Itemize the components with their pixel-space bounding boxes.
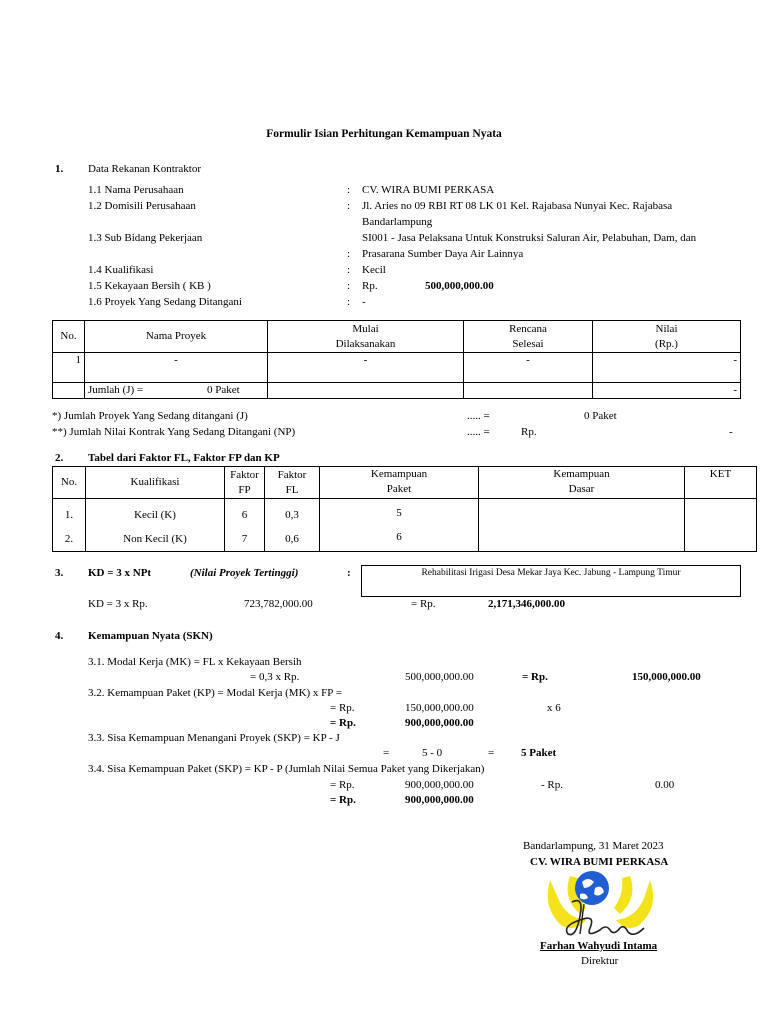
line-3-3: 3.3. Sisa Kemampuan Menangani Proyek (SKP) = KP - J [88, 732, 340, 744]
table-header-row [53, 467, 757, 499]
header-faktor-fl: Faktor FL [265, 467, 320, 499]
section-3-number: 3. [55, 567, 64, 579]
field-label-kualifikasi: 1.4 Kualifikasi [88, 264, 154, 276]
seal-inner-right [614, 876, 632, 914]
jumlah-label: Jumlah (J) = [88, 384, 144, 396]
header-nilai: Nilai (Rp.) [593, 321, 741, 353]
colon: : [347, 200, 351, 212]
company-seal-and-signature [540, 868, 670, 948]
company-name: CV. WIRA BUMI PERKASA [530, 856, 669, 868]
kd-calc-label: KD = 3 x Rp. [88, 598, 148, 610]
signer-position: Direktur [581, 955, 619, 967]
field-label-kekayaan: 1.5 Kekayaan Bersih ( KB ) [88, 280, 211, 292]
note-2-label: **) Jumlah Nilai Kontrak Yang Sedang Ditangani (NP) [52, 426, 296, 438]
colon: : [347, 264, 351, 276]
colon: : [347, 296, 351, 308]
header-no: No. [53, 467, 86, 499]
header-rencana: Rencana Selesai [464, 321, 593, 353]
field-value-subbidang-2: Prasarana Sumber Daya Air Lainnya [362, 248, 524, 260]
note-2-rp: Rp. [521, 426, 537, 438]
field-value-kekayaan: 500,000,000.00 [425, 280, 494, 292]
cell-kp: 5 6 [320, 499, 479, 552]
line-3-1-value: 500,000,000.00 [405, 671, 474, 683]
line-3-4-rp-total: = Rp. [330, 794, 356, 806]
cell-nilai: - [593, 353, 741, 383]
field-label-proyek: 1.6 Proyek Yang Sedang Ditangani [88, 296, 242, 308]
note-1-value: 0 Paket [584, 410, 617, 422]
colon: : [347, 280, 351, 292]
field-rp: Rp. [362, 280, 378, 292]
line-3-2-times: x 6 [547, 702, 561, 714]
sisa-kemampuan-paket-result: 900,000,000.00 [405, 794, 474, 806]
line-3-1-eq: = Rp. [522, 671, 548, 683]
document-title: Formulir Isian Perhitungan Kemampuan Nyata [266, 128, 502, 140]
header-kualifikasi: Kualifikasi [86, 467, 225, 499]
section-2-number: 2. [55, 452, 64, 464]
faktor-table [52, 466, 757, 552]
header-faktor-fp: Faktor FP [225, 467, 265, 499]
cell-fp: 6 7 [225, 499, 265, 552]
field-value-proyek: - [362, 296, 366, 308]
line-3-4-paket-value: 0.00 [655, 779, 675, 791]
table-row [53, 353, 741, 383]
line-3-4: 3.4. Sisa Kemampuan Paket (SKP) = KP - P (Jumlah Nilai Semua Paket yang Dikerjakan) [88, 763, 485, 775]
header-no: No. [53, 321, 85, 353]
cell-empty [268, 383, 464, 399]
kd-result: 2,171,346,000.00 [488, 598, 565, 610]
line-3-1-formula: = 0,3 x Rp. [250, 671, 300, 683]
line-3-3-eq: = [383, 747, 390, 759]
cell-jumlah-nilai: - [593, 383, 741, 399]
kd-calc-value: 723,782,000.00 [244, 598, 313, 610]
field-value-subbidang-1: SI001 - Jasa Pelaksana Untuk Konstruksi Saluran Air, Pelabuhan, Dam, dan [362, 232, 697, 244]
header-mulai: Mulai Dilaksanakan [268, 321, 464, 353]
skp-result: 5 Paket [521, 747, 557, 759]
cell-mulai: - [268, 353, 464, 383]
note-2-value: - [729, 426, 733, 438]
colon: : [347, 184, 351, 196]
note-1-dots: ..... = [467, 410, 490, 422]
field-value-nama: CV. WIRA BUMI PERKASA [362, 184, 495, 196]
cell-kd [479, 499, 685, 552]
field-label-subbidang: 1.3 Sub Bidang Pekerjaan [88, 232, 203, 244]
table-header-row [53, 321, 741, 353]
line-3-4-minus: - Rp. [541, 779, 563, 791]
field-label-nama: 1.1 Nama Perusahaan [88, 184, 184, 196]
line-3-2-rp-total: = Rp. [330, 717, 356, 729]
note-1-label: *) Jumlah Proyek Yang Sedang ditangani (J) [52, 410, 248, 422]
seal-globe [575, 871, 609, 905]
header-nama-proyek: Nama Proyek [85, 321, 268, 353]
modal-kerja-result: 150,000,000.00 [632, 671, 701, 683]
section-1-number: 1. [55, 163, 64, 175]
cell-kualifikasi: Kecil (K) Non Kecil (K) [86, 499, 225, 552]
section-4-heading: Kemampuan Nyata (SKN) [88, 630, 213, 642]
place-date: Bandarlampung, 31 Maret 2023 [523, 840, 664, 852]
table-row [53, 499, 757, 552]
cell-empty [53, 383, 85, 399]
section-4-number: 4. [55, 630, 64, 642]
colon: : [347, 248, 351, 260]
field-label-domisili: 1.2 Domisili Perusahaan [88, 200, 196, 212]
cell-no: 1. 2. [53, 499, 86, 552]
jumlah-value: 0 Paket [207, 384, 240, 396]
note-2-dots: ..... = [467, 426, 490, 438]
line-3-3-eq2: = [488, 747, 495, 759]
line-3-2-value: 150,000,000.00 [405, 702, 474, 714]
kd-formula-note: (Nilai Proyek Tertinggi) [190, 567, 299, 579]
line-3-2-rp: = Rp. [330, 702, 355, 714]
kd-formula: KD = 3 x NPt [88, 567, 152, 579]
kemampuan-paket-result: 900,000,000.00 [405, 717, 474, 729]
section-1-heading: Data Rekanan Kontraktor [88, 163, 202, 175]
cell-ket [685, 499, 757, 552]
line-3-2: 3.2. Kemampuan Paket (KP) = Modal Kerja (MK) x FP = [88, 687, 342, 699]
colon: : [347, 567, 351, 579]
field-value-kualifikasi: Kecil [362, 264, 386, 276]
cell-fl: 0,3 0,6 [265, 499, 320, 552]
cell-no: 1 [53, 353, 85, 383]
line-3-4-rp: = Rp. [330, 779, 355, 791]
line-3-1: 3.1. Modal Kerja (MK) = FL x Kekayaan Bersih [88, 656, 302, 668]
header-ket: KET [685, 467, 757, 499]
projects-table [52, 320, 741, 399]
project-name-box: Rehabilitasi Irigasi Desa Mekar Jaya Kec. Jabung - Lampung Timur [361, 565, 741, 597]
cell-selesai: - [464, 353, 593, 383]
table-total-row [53, 383, 741, 399]
signer-name: Farhan Wahyudi Intama [540, 940, 658, 952]
section-2-heading: Tabel dari Faktor FL, Faktor FP dan KP [88, 452, 280, 464]
header-kemampuan-paket: Kemampuan Paket [320, 467, 479, 499]
cell-jumlah [85, 383, 268, 399]
field-value-domisili-2: Bandarlampung [362, 216, 433, 228]
cell-nama: - [85, 353, 268, 383]
cell-empty [464, 383, 593, 399]
header-kemampuan-dasar: Kemampuan Dasar [479, 467, 685, 499]
field-value-domisili-1: Jl. Aries no 09 RBI RT 08 LK 01 Kel. Rajabasa Nunyai Kec. Rajabasa [362, 200, 673, 212]
line-3-3-value: 5 - 0 [422, 747, 443, 759]
kd-eq-rp: = Rp. [411, 598, 436, 610]
line-3-4-value: 900,000,000.00 [405, 779, 474, 791]
